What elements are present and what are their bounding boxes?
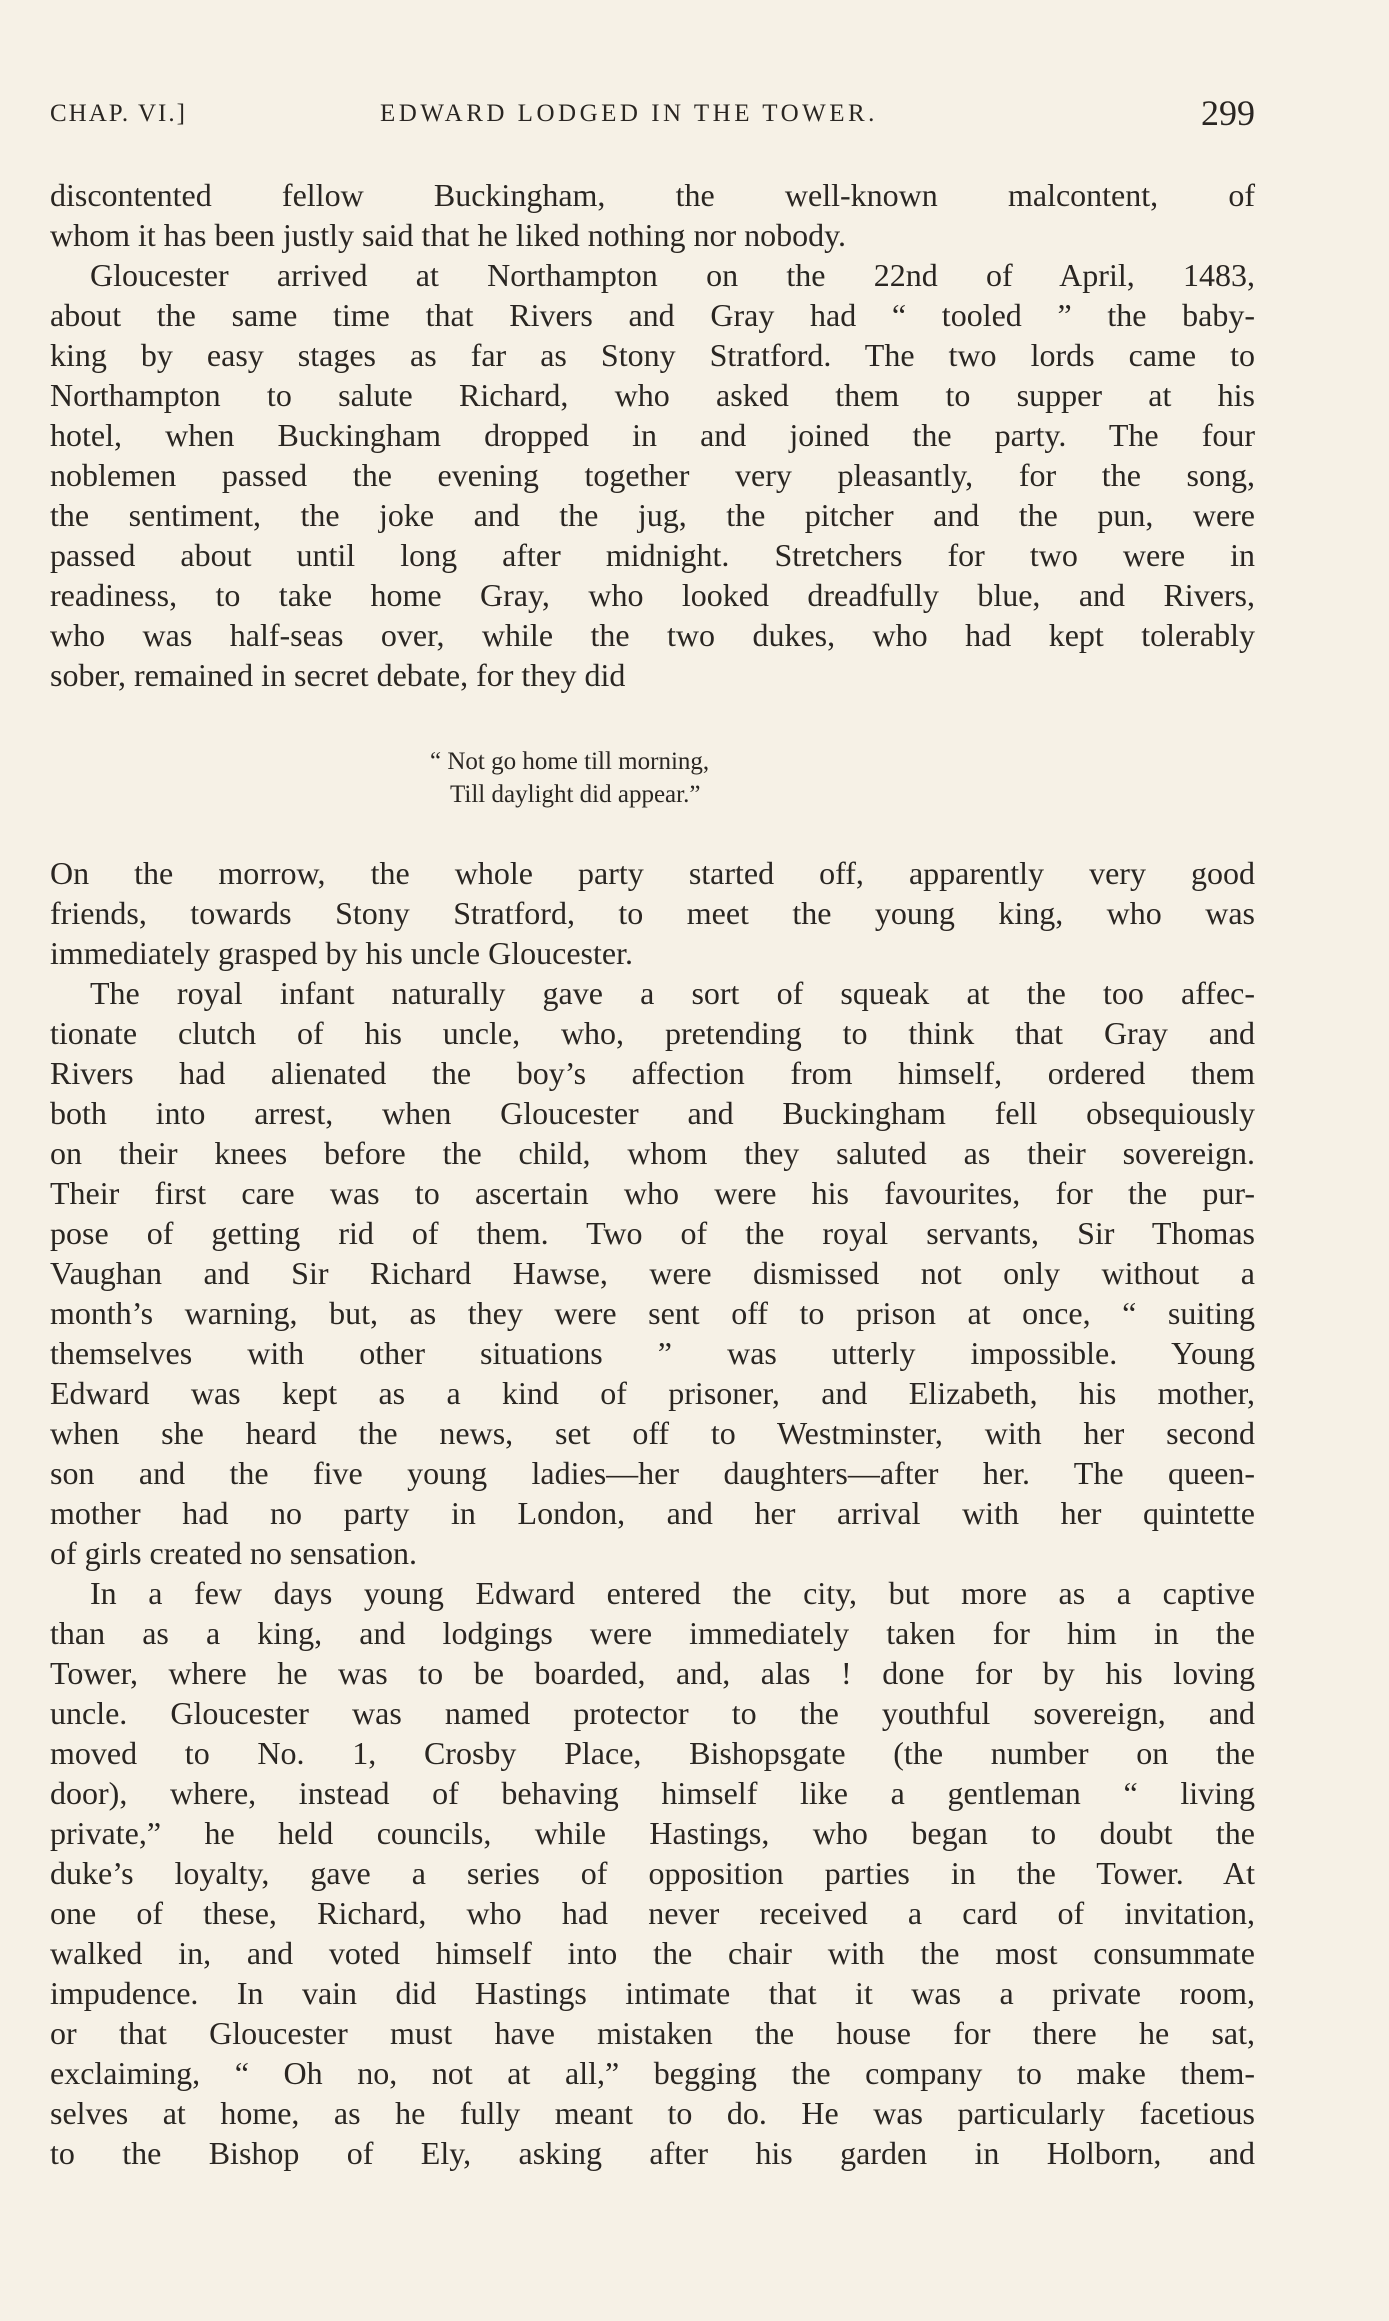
text-line: noblemen passed the evening together very pleasantly, for the song,	[50, 457, 1255, 493]
verse-quotation	[430, 745, 890, 811]
text-line: Northampton to salute Richard, who asked them to supper at his	[50, 377, 1255, 413]
text-line: sober, remained in secret debate, for they did	[50, 657, 626, 693]
text-line: Their first care was to ascertain who were his favourites, for the pur-	[50, 1175, 1255, 1211]
text-line: both into arrest, when Gloucester and Buckingham fell obsequiously	[50, 1095, 1255, 1131]
text-line: pose of getting rid of them. Two of the royal servants, Sir Thomas	[50, 1215, 1255, 1251]
text-line: when she heard the news, set off to Westminster, with her second	[50, 1415, 1255, 1451]
body-text-lower	[50, 853, 1255, 2173]
text-line: on their knees before the child, whom they saluted as their sovereign.	[50, 1135, 1255, 1171]
quote-line: “ Not go home till morning,	[430, 748, 710, 775]
text-line: moved to No. 1, Crosby Place, Bishopsgate (the number on the	[50, 1735, 1255, 1771]
text-line: Edward was kept as a kind of prisoner, and Elizabeth, his mother,	[50, 1375, 1255, 1411]
body-text-upper	[50, 175, 1255, 695]
text-line: the sentiment, the joke and the jug, the pitcher and the pun, were	[50, 497, 1255, 533]
text-line: In a few days young Edward entered the city, but more as a captive	[90, 1575, 1255, 1611]
text-line: king by easy stages as far as Stony Stratford. The two lords came to	[50, 337, 1255, 373]
text-line: Rivers had alienated the boy’s affection from himself, ordered them	[50, 1055, 1255, 1091]
text-line: The royal infant naturally gave a sort of squeak at the too affec-	[90, 975, 1255, 1011]
text-line: month’s warning, but, as they were sent off to prison at once, “ suiting	[50, 1295, 1255, 1331]
text-line: discontented fellow Buckingham, the well-known malcontent, of	[50, 177, 1255, 213]
text-line: about the same time that Rivers and Gray had “ tooled ” the baby-	[50, 297, 1255, 333]
running-head	[50, 93, 1255, 146]
text-line: who was half-seas over, while the two dukes, who had kept tolerably	[50, 617, 1255, 653]
text-line: walked in, and voted himself into the chair with the most consummate	[50, 1935, 1255, 1971]
text-line: exclaiming, “ Oh no, not at all,” begging the company to make them-	[50, 2055, 1255, 2091]
text-line: Gloucester arrived at Northampton on the 22nd of April, 1483,	[90, 257, 1255, 293]
text-line: tionate clutch of his uncle, who, pretending to think that Gray and	[50, 1015, 1255, 1051]
page-number: 299	[1201, 93, 1255, 133]
text-line: immediately grasped by his uncle Gloucester.	[50, 935, 633, 971]
text-line: impudence. In vain did Hastings intimate that it was a private room,	[50, 1975, 1255, 2011]
text-line: whom it has been justly said that he liked nothing nor nobody.	[50, 217, 847, 253]
running-title: EDWARD LODGED IN THE TOWER.	[380, 100, 878, 127]
text-line: of girls created no sensation.	[50, 1535, 417, 1571]
text-line: hotel, when Buckingham dropped in and joined the party. The four	[50, 417, 1255, 453]
text-line: friends, towards Stony Stratford, to meet the young king, who was	[50, 895, 1255, 931]
text-line: Vaughan and Sir Richard Hawse, were dismissed not only without a	[50, 1255, 1255, 1291]
text-line: On the morrow, the whole party started off, apparently very good	[50, 855, 1255, 891]
text-line: uncle. Gloucester was named protector to the youthful sovereign, and	[50, 1695, 1255, 1731]
quote-line: Till daylight did appear.”	[450, 781, 701, 808]
text-line: selves at home, as he fully meant to do. He was particularly facetious	[50, 2095, 1255, 2131]
text-line: mother had no party in London, and her arrival with her quintette	[50, 1495, 1255, 1531]
text-line: readiness, to take home Gray, who looked dreadfully blue, and Rivers,	[50, 577, 1255, 613]
text-line: son and the five young ladies—her daughters—after her. The queen-	[50, 1455, 1255, 1491]
text-line: Tower, where he was to be boarded, and, alas ! done for by his loving	[50, 1655, 1255, 1691]
text-line: passed about until long after midnight. Stretchers for two were in	[50, 537, 1255, 573]
text-line: private,” he held councils, while Hastings, who began to doubt the	[50, 1815, 1255, 1851]
text-line: than as a king, and lodgings were immediately taken for him in the	[50, 1615, 1255, 1651]
text-line: to the Bishop of Ely, asking after his garden in Holborn, and	[50, 2135, 1255, 2171]
text-line: themselves with other situations ” was utterly impossible. Young	[50, 1335, 1255, 1371]
text-line: one of these, Richard, who had never received a card of invitation,	[50, 1895, 1255, 1931]
text-line: door), where, instead of behaving himself like a gentleman “ living	[50, 1775, 1255, 1811]
text-line: duke’s loyalty, gave a series of opposition parties in the Tower. At	[50, 1855, 1255, 1891]
text-line: or that Gloucester must have mistaken the house for there he sat,	[50, 2015, 1255, 2051]
chapter-label: CHAP. VI.]	[50, 100, 187, 127]
